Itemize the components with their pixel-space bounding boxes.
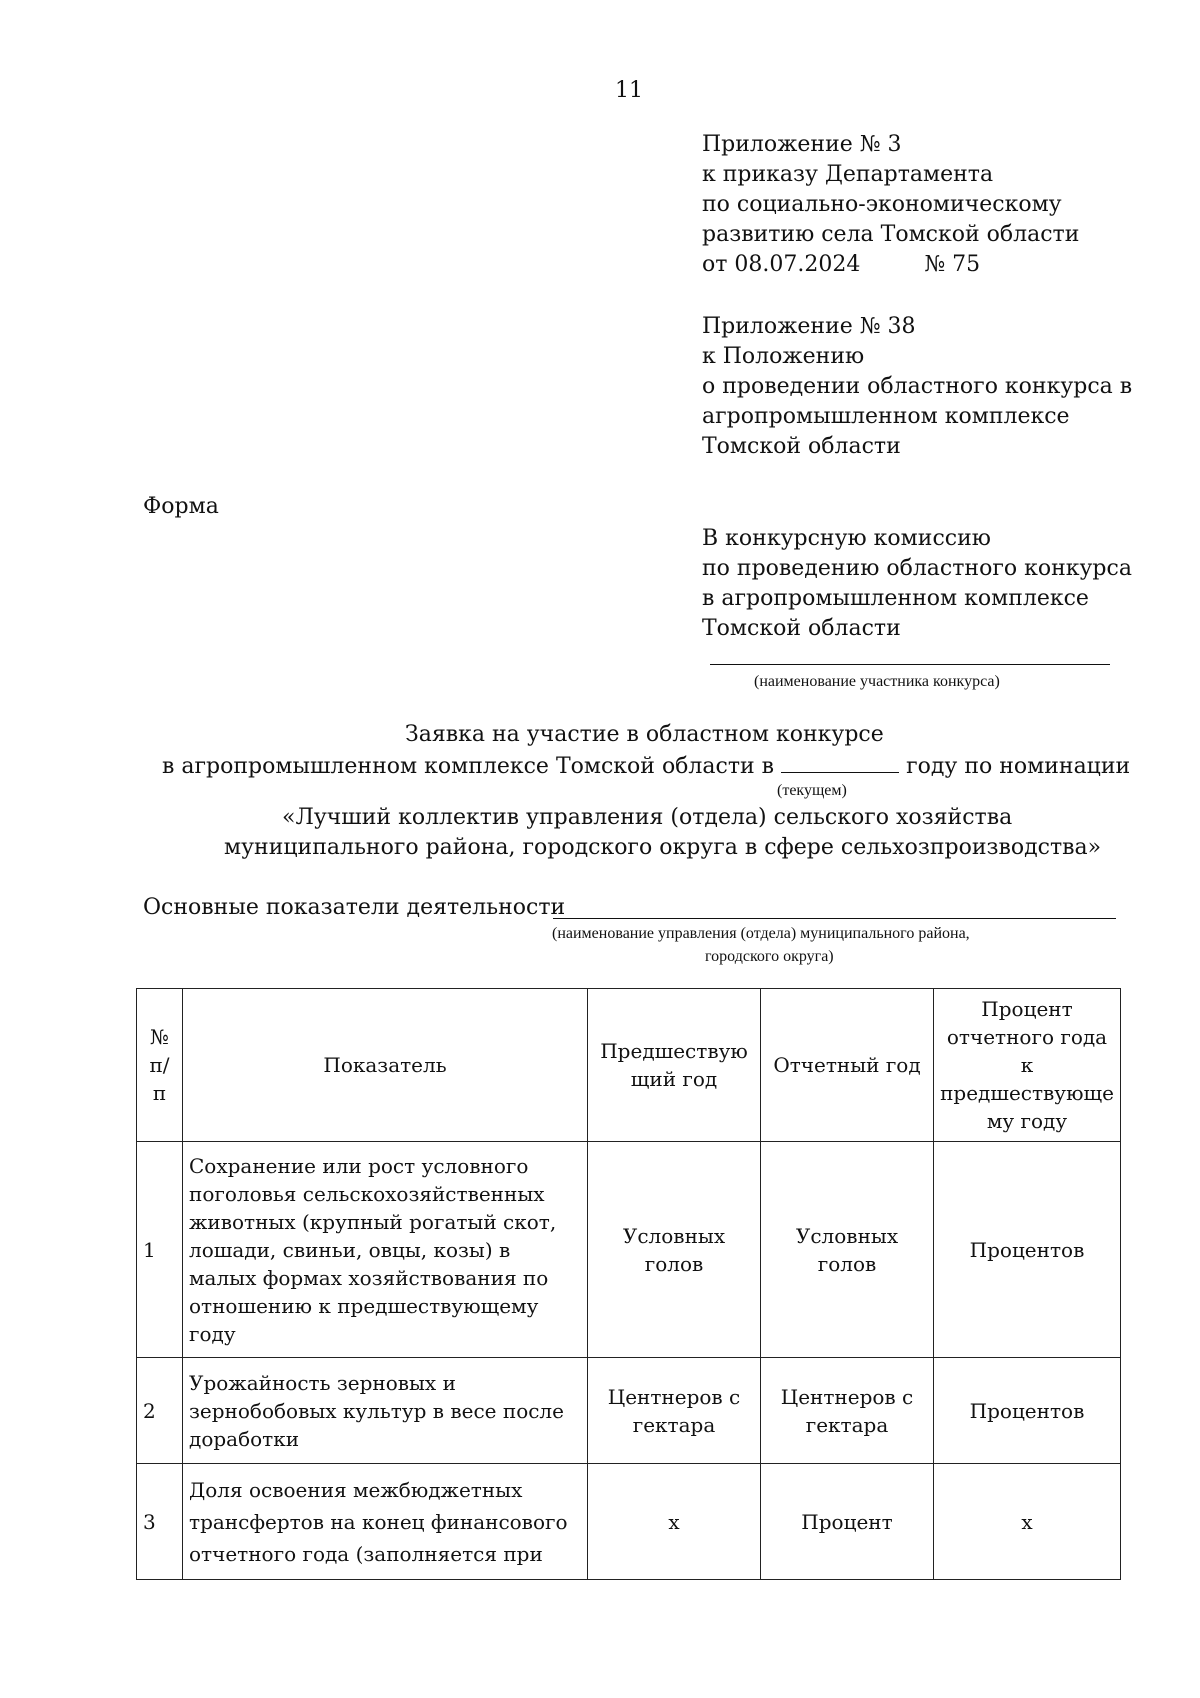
appendix-line: к Положению (702, 344, 865, 369)
indicators-table (136, 988, 1121, 1580)
row-number: 2 (137, 1358, 183, 1464)
form-label: Форма (143, 494, 219, 519)
department-caption-1: (наименование управления (отдела) муниципального района, (552, 925, 970, 942)
row-indicator: Урожайность зерновых и зернобобовых культур в весе после доработки (183, 1358, 588, 1464)
header-percent: Процент отчетного года к предшествующе му году (934, 989, 1121, 1142)
title-line-1: Заявка на участие в областном конкурсе (405, 722, 884, 747)
row-reporting-year[interactable]: Центнеров с гектара (761, 1358, 934, 1464)
nomination-line-1: «Лучший коллектив управления (отдела) сельского хозяйства (282, 805, 1013, 830)
appendix-date-line (702, 250, 1079, 280)
department-name-line[interactable] (553, 918, 1116, 919)
row-reporting-year[interactable]: Условных голов (761, 1142, 934, 1358)
header-reporting-year: Отчетный год (761, 989, 934, 1142)
addressee-line: в агропромышленном комплексе (702, 586, 1089, 611)
page-number: 11 (615, 78, 643, 103)
appendix-38-block (702, 312, 1132, 462)
row-percent[interactable]: Процентов (934, 1358, 1121, 1464)
row-previous-year[interactable]: Условных голов (588, 1142, 761, 1358)
title-line-2 (162, 750, 1130, 782)
nomination-line-2: муниципального района, городского округа в сфере сельхозпроизводства» (224, 835, 1102, 860)
appendix-line: развитию села Томской области (702, 222, 1080, 247)
row-indicator: Доля освоения межбюджетных трансфертов на конец финансового отчетного года (заполняется при (183, 1464, 588, 1580)
header-previous-year: Предшествую щий год (588, 989, 761, 1142)
indicators-label: Основные показатели деятельности (143, 895, 566, 920)
row-indicator: Сохранение или рост условного поголовья сельскохозяйственных животных (крупный рогатый скот, лошади, свиньи, овцы, козы) в малых формах хозяйствования по отношению к предшествующему году (183, 1142, 588, 1358)
row-percent[interactable]: х (934, 1464, 1121, 1580)
title-line-2-end: году по номинации (906, 754, 1131, 779)
row-percent[interactable]: Процентов (934, 1142, 1121, 1358)
addressee-line: по проведению областного конкурса (702, 556, 1132, 581)
addressee-block (702, 524, 1132, 644)
title-line-2-start: в агропромышленном комплексе Томской области в (162, 754, 775, 779)
row-number: 3 (137, 1464, 183, 1580)
order-date: от 08.07.2024 (702, 252, 861, 277)
table-row (137, 1464, 1121, 1580)
appendix-line: по социально-экономическому (702, 192, 1062, 217)
appendix-line: о проведении областного конкурса в (702, 374, 1133, 399)
table-row (137, 1358, 1121, 1464)
appendix-line: агропромышленном комплексе (702, 404, 1070, 429)
addressee-line: Томской области (702, 616, 901, 641)
table-row (137, 1142, 1121, 1358)
appendix-line: к приказу Департамента (702, 162, 994, 187)
appendix-line: Приложение № 3 (702, 132, 902, 157)
department-caption-2: городского округа) (705, 948, 834, 965)
header-number: № п/п (137, 989, 183, 1142)
appendix-line: Приложение № 38 (702, 314, 916, 339)
row-previous-year[interactable]: Центнеров с гектара (588, 1358, 761, 1464)
participant-name-line[interactable] (710, 664, 1110, 665)
row-previous-year[interactable]: х (588, 1464, 761, 1580)
row-reporting-year[interactable]: Процент (761, 1464, 934, 1580)
appendix-3-block (702, 130, 1079, 280)
year-caption: (текущем) (777, 782, 847, 799)
header-indicator: Показатель (183, 989, 588, 1142)
year-blank[interactable] (781, 750, 899, 773)
table-header-row (137, 989, 1121, 1142)
participant-caption: (наименование участника конкурса) (754, 673, 1000, 690)
order-number: № 75 (924, 252, 981, 277)
addressee-line: В конкурсную комиссию (702, 526, 991, 551)
row-number: 1 (137, 1142, 183, 1358)
appendix-line: Томской области (702, 434, 901, 459)
